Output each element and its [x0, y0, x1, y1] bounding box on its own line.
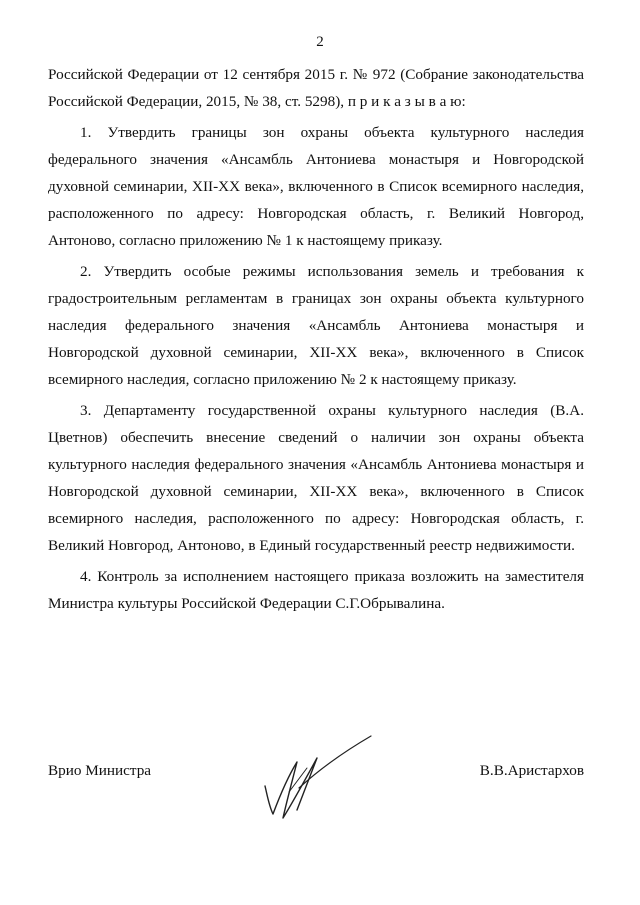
order-item-2: 2. Утвердить особые режимы использования земель и требования к градостроительным регламентам в границах зон охраны объекта культурного наследия федерального значения «Ансамбль Антониева монастыря и Новгородской духовной семинарии, XII-XX века», включенного в Список всемирного наследия, согласно приложению № 2 к настоящему приказу.: [48, 263, 584, 388]
order-item-1: 1. Утвердить границы зон охраны объекта культурного наследия федерального значения «Ансамбль Антониева монастыря и Новгородской духовной семинарии, XII-XX века», включенного в Список всемирного наследия, расположенного по адресу: Новгородская область, г. Великий Новгород, Антоново, согласно приложению № 1 к настоящему приказу.: [48, 124, 584, 249]
signatory-title: Врио Министра: [48, 762, 152, 779]
signature-block: [48, 758, 584, 838]
page-number: 2: [316, 34, 324, 50]
intro-paragraph: Российской Федерации от 12 сентября 2015 г. № 972 (Собрание законодательства Российской Федерации, 2015, № 38, ст. 5298), п р и к а з ы в а ю:: [48, 66, 584, 110]
document-body: [48, 61, 584, 617]
order-item-4: 4. Контроль за исполнением настоящего приказа возложить на заместителя Министра культуры Российской Федерации С.Г.Обрывалина.: [48, 568, 584, 612]
signatory-name: В.В.Аристархов: [479, 762, 584, 779]
handwritten-signature: [253, 718, 383, 838]
order-item-3: 3. Департаменту государственной охраны культурного наследия (В.А. Цветнов) обеспечить внесение сведений о наличии зон охраны объекта культурного наследия федерального значения «Ансамбль Антониева монастыря и Новгородской духовной семинарии, XII-XX века», включенного в Список всемирного наследия, расположенного по адресу: Новгородская область, г. Великий Новгород, Антоново, в Единый государственный реестр недвижимости.: [48, 402, 584, 554]
